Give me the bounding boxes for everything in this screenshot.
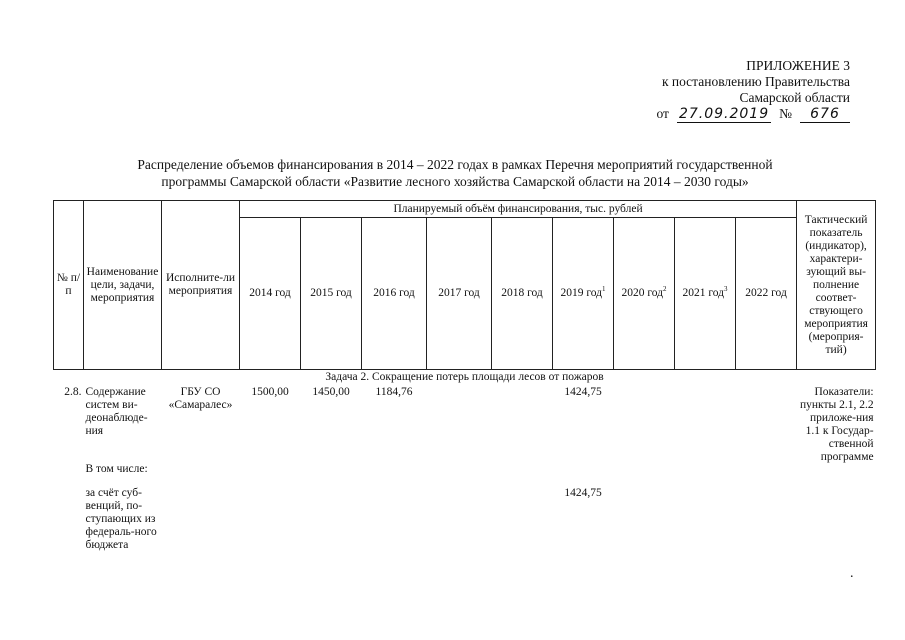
row-name: Содержание систем ви-деонаблюде-ния: [85, 386, 148, 437]
header-planned-financing: Планируемый объём финансирования, тыс. рублей: [240, 201, 797, 218]
row-executor: ГБУ СО «Самаралес»: [168, 386, 233, 411]
header-executor: Исполните-ли мероприятия: [162, 201, 240, 370]
value-cell: [492, 439, 553, 477]
value-cell: [736, 385, 797, 439]
appendix-header: [590, 58, 850, 123]
value-cell: [675, 477, 736, 553]
handwritten-date: 27.09.2019: [678, 106, 770, 122]
stray-mark: .: [850, 566, 854, 581]
table-row: [54, 385, 876, 439]
row-name: В том числе:: [85, 463, 148, 475]
value-cell: 1500,00: [251, 386, 289, 398]
appendix-line-region: Самарской области: [739, 90, 850, 105]
value-cell: [614, 477, 675, 553]
value-cell: 1184,76: [375, 386, 413, 398]
document-title-line-1: Распределение объемов финансирования в 2014 – 2022 годах в рамках Перечня мероприятий государственной: [137, 157, 773, 172]
row-executor: [162, 439, 240, 477]
value-cell: [553, 439, 614, 477]
header-name: Наименование цели, задачи, мероприятия: [84, 201, 162, 370]
value-cell: [240, 439, 301, 477]
task-title: Задача 2. Сокращение потерь площади лесов от пожаров: [325, 371, 604, 383]
header-indicator: Тактический показатель (индикатор), характери-зующий вы-полнение соответ-ствующего мероприятия (мероприя-тий): [797, 201, 876, 370]
value-cell: [240, 477, 301, 553]
value-cell: [614, 385, 675, 439]
header-year: 2019 год$^1$: [553, 218, 614, 370]
value-cell: [427, 477, 492, 553]
appendix-title: ПРИЛОЖЕНИЕ 3: [746, 58, 850, 73]
value-cell: 1424,75: [564, 386, 602, 398]
document-title: [60, 156, 850, 190]
value-cell: [362, 477, 427, 553]
header-year: 2020 год$^2$: [614, 218, 675, 370]
table-row: [54, 477, 876, 553]
value-cell: [736, 477, 797, 553]
row-executor: [162, 477, 240, 553]
header-year: 2018 год: [492, 218, 553, 370]
value-cell: [736, 439, 797, 477]
value-cell: [427, 385, 492, 439]
header-year: 2022 год: [736, 218, 797, 370]
value-cell: [675, 439, 736, 477]
header-year: 2017 год: [427, 218, 492, 370]
row-num: [54, 439, 84, 477]
value-cell: [492, 477, 553, 553]
value-cell: [301, 439, 362, 477]
from-label: от: [656, 106, 669, 121]
row-num: 2.8.: [64, 386, 82, 398]
appendix-line-decree: к постановлению Правительства: [661, 74, 850, 89]
header-year: 2021 год$^3$: [675, 218, 736, 370]
row-name: за счёт суб-венций, по-ступающих из федераль-ного бюджета: [85, 487, 157, 551]
value-cell: [675, 385, 736, 439]
table-row: [54, 439, 876, 477]
value-cell: [614, 439, 675, 477]
header-year: 2016 год: [362, 218, 427, 370]
document-title-line-2: программы Самарской области «Развитие лесного хозяйства Самарской области на 2014 – 2030 годы»: [161, 174, 749, 189]
value-cell: [492, 385, 553, 439]
row-num: [54, 477, 84, 553]
value-cell: [301, 477, 362, 553]
row-indicator: Показатели: пункты 2.1, 2.2 приложе-ния 1.1 к Государ-ственной программе: [799, 386, 874, 463]
value-cell: 1424,75: [564, 487, 602, 499]
header-num: № п/п: [54, 201, 84, 370]
row-indicator: [797, 477, 876, 553]
value-cell: [362, 439, 427, 477]
value-cell: [427, 439, 492, 477]
value-cell: 1450,00: [312, 386, 350, 398]
appendix-date-number: [590, 106, 850, 123]
header-year: 2014 год: [240, 218, 301, 370]
handwritten-number: 676: [800, 106, 850, 123]
financing-table: [53, 200, 876, 553]
header-year: 2015 год: [301, 218, 362, 370]
number-label: №: [779, 106, 792, 121]
